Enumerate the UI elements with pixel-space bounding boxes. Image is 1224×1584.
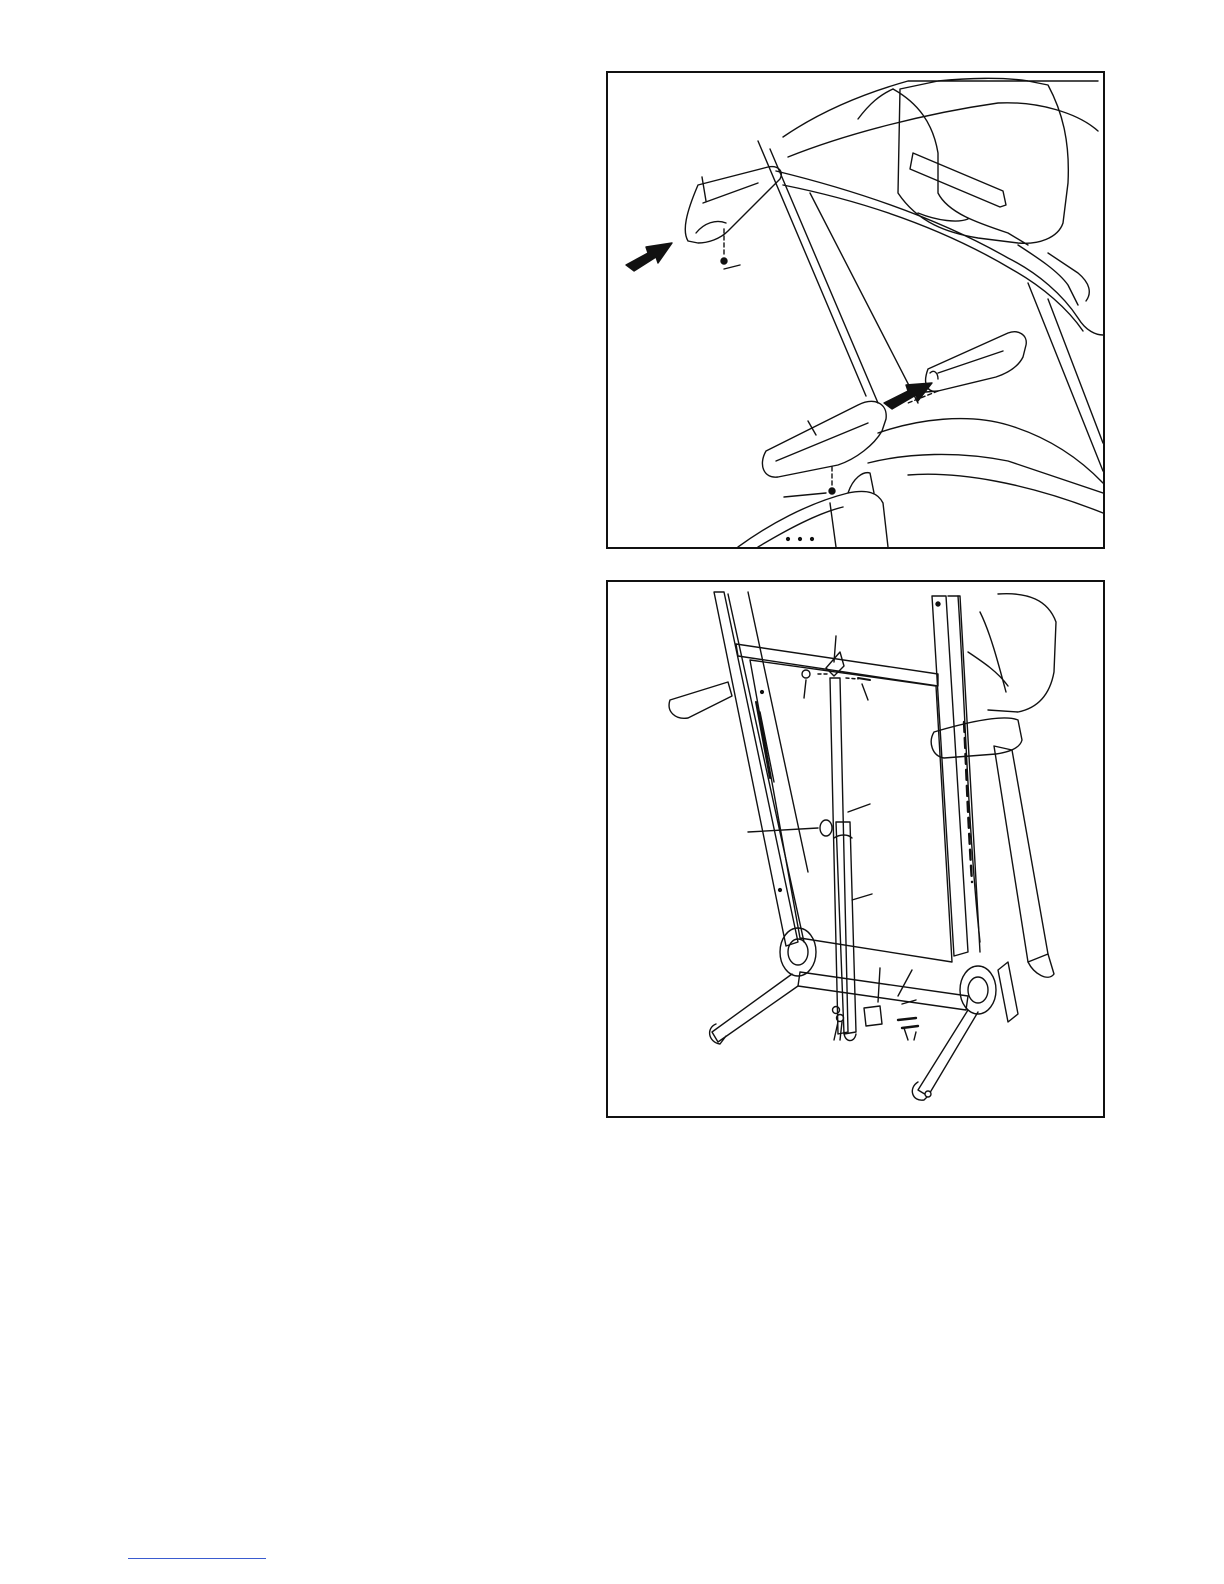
base-right-leg xyxy=(918,1010,978,1096)
callout-line xyxy=(904,1028,908,1040)
callout-line xyxy=(862,684,868,700)
arrow-left-icon xyxy=(626,243,672,271)
right-handrail-endcap xyxy=(931,718,1022,758)
callout-line xyxy=(898,970,912,996)
deck-outline xyxy=(878,419,1103,483)
storage-latch-frame-illustration xyxy=(608,582,1103,1116)
callout-line xyxy=(848,804,870,812)
right-leg xyxy=(994,746,1048,962)
callout-line xyxy=(852,894,872,900)
nut-icon xyxy=(833,1007,840,1014)
bottom-bracket xyxy=(864,1006,882,1026)
upright-left-edge xyxy=(758,141,866,396)
footer-link-underline xyxy=(128,1558,266,1559)
callout-line xyxy=(724,265,740,269)
figure-handrail-endcaps xyxy=(606,71,1105,549)
storage-latch-upper xyxy=(830,678,848,1034)
console-screen-panel xyxy=(898,78,1068,243)
roller-right xyxy=(960,966,996,1014)
left-handrail-endcap xyxy=(685,167,781,243)
upright-right-edge xyxy=(1028,283,1103,471)
roller-left xyxy=(780,928,816,976)
screw-icon xyxy=(829,488,835,494)
callout-line xyxy=(808,421,816,435)
figure-storage-latch-frame xyxy=(606,580,1105,1118)
nut-icon xyxy=(802,670,810,678)
callout-line xyxy=(914,1032,916,1040)
callout-line xyxy=(804,680,806,698)
callout-line xyxy=(878,968,880,1002)
callout-line xyxy=(784,493,826,497)
base-rear-bar xyxy=(798,972,968,1010)
right-handrail-endcap xyxy=(926,332,1027,392)
callout-line xyxy=(702,177,706,201)
console-ledge xyxy=(910,153,1006,207)
knob-icon xyxy=(820,820,832,836)
callout-line xyxy=(748,828,818,832)
base-left-leg xyxy=(712,974,798,1042)
console-side xyxy=(988,594,1056,712)
screw-icon xyxy=(721,258,727,264)
left-handrail-endcap xyxy=(669,682,732,718)
callout-line xyxy=(840,1022,842,1040)
lower-endcap xyxy=(762,401,886,477)
handrail-endcaps-illustration xyxy=(608,73,1103,547)
